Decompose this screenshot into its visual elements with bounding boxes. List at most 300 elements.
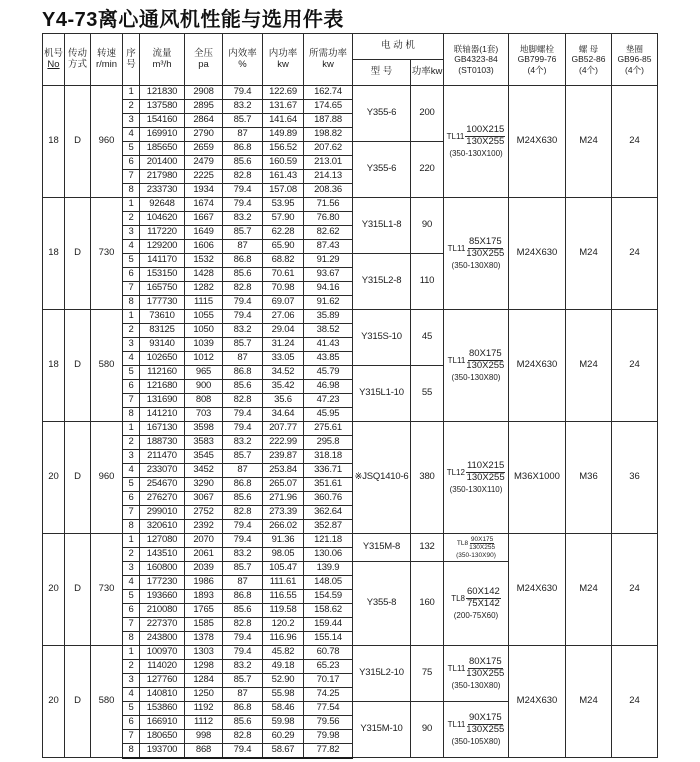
pressure-cell: 1050 <box>185 324 223 338</box>
efficiency-cell: 79.4 <box>223 310 263 324</box>
inner-power-cell: 160.59 <box>263 156 304 170</box>
col-header-seq: 序 号 <box>123 34 140 86</box>
seq-cell: 6 <box>123 380 140 394</box>
coupling-designation <box>448 657 505 680</box>
seq-cell: 1 <box>123 310 140 324</box>
inner-power-cell: 105.47 <box>263 562 304 576</box>
seq-cell: 7 <box>123 618 140 632</box>
efficiency-cell: 83.2 <box>223 324 263 338</box>
motor-power-cell: 90 <box>411 198 444 254</box>
seq-cell: 4 <box>123 240 140 254</box>
required-power-cell: 70.17 <box>304 674 353 688</box>
efficiency-cell: 87 <box>223 240 263 254</box>
efficiency-cell: 85.6 <box>223 156 263 170</box>
seq-cell: 5 <box>123 366 140 380</box>
coupling-ratio-bottom: 130X255 <box>469 544 496 552</box>
coupling-ratio <box>466 349 504 372</box>
required-power-cell: 198.82 <box>304 128 353 142</box>
inner-power-cell: 34.52 <box>263 366 304 380</box>
coupling-ratio-top: 85X175 <box>468 235 502 247</box>
inner-power-cell: 273.39 <box>263 506 304 520</box>
motor-model-cell: Y315S-10 <box>353 310 411 366</box>
seq-cell: 7 <box>123 282 140 296</box>
inner-power-cell: 119.58 <box>263 604 304 618</box>
nut-cell: M24 <box>566 86 612 198</box>
pressure-cell: 1039 <box>185 338 223 352</box>
required-power-cell: 60.78 <box>304 646 353 660</box>
drive-mode-cell: D <box>65 86 91 198</box>
seq-cell: 3 <box>123 674 140 688</box>
required-power-cell: 74.25 <box>304 688 353 702</box>
table-body <box>43 86 658 758</box>
col-header-drive-mode: 传动 方式 <box>65 34 91 86</box>
flow-cell: 143510 <box>140 548 185 562</box>
seq-cell: 4 <box>123 576 140 590</box>
table-row <box>43 310 658 324</box>
inner-power-cell: 49.18 <box>263 660 304 674</box>
flow-cell: 140810 <box>140 688 185 702</box>
pressure-cell: 703 <box>185 408 223 422</box>
flow-cell: 104620 <box>140 212 185 226</box>
col-header-coupling: 联轴器(1套) GB4323-84 (ST0103) <box>444 34 509 86</box>
col-header-motor-model: 型 号 <box>353 60 411 86</box>
flow-cell: 166910 <box>140 716 185 730</box>
coupling-type: TL11 <box>447 355 466 365</box>
required-power-cell: 362.64 <box>304 506 353 520</box>
efficiency-cell: 79.4 <box>223 296 263 310</box>
coupling-ratio <box>466 657 504 680</box>
seq-cell: 1 <box>123 422 140 436</box>
washer-cell: 24 <box>612 310 658 422</box>
coupling-ratio-top: 90X175 <box>470 535 494 543</box>
coupling-note: (350-130X90) <box>456 551 496 559</box>
inner-power-cell: 70.61 <box>263 268 304 282</box>
coupling-ratio-bottom: 130X255 <box>466 135 505 147</box>
coupling-ratio-bottom: 75X142 <box>467 597 500 609</box>
required-power-cell: 65.23 <box>304 660 353 674</box>
efficiency-cell: 85.6 <box>223 604 263 618</box>
seq-cell: 7 <box>123 170 140 184</box>
flow-cell: 129200 <box>140 240 185 254</box>
motor-model-cell: Y315L2-10 <box>353 646 411 702</box>
coupling-type: TL11 <box>447 663 466 673</box>
seq-cell: 4 <box>123 352 140 366</box>
nut-cell: M24 <box>566 310 612 422</box>
inner-power-cell: 35.6 <box>263 394 304 408</box>
coupling-designation <box>447 461 506 484</box>
flow-cell: 299010 <box>140 506 185 520</box>
efficiency-cell: 82.8 <box>223 618 263 632</box>
pressure-cell: 1585 <box>185 618 223 632</box>
efficiency-cell: 83.2 <box>223 100 263 114</box>
flow-cell: 93140 <box>140 338 185 352</box>
drive-mode-cell: D <box>65 422 91 534</box>
coupling-cell <box>444 646 509 702</box>
inner-power-cell: 59.98 <box>263 716 304 730</box>
motor-power-cell: 45 <box>411 310 444 366</box>
seq-cell: 8 <box>123 408 140 422</box>
coupling-spec <box>444 125 508 158</box>
efficiency-cell: 82.8 <box>223 506 263 520</box>
coupling-cell <box>444 534 509 562</box>
col-header-flow: 流量 m³/h <box>140 34 185 86</box>
efficiency-cell: 79.4 <box>223 646 263 660</box>
seq-cell: 8 <box>123 632 140 646</box>
pressure-cell: 2039 <box>185 562 223 576</box>
pressure-cell: 1112 <box>185 716 223 730</box>
coupling-designation <box>457 536 495 552</box>
seq-cell: 8 <box>123 184 140 198</box>
efficiency-cell: 86.8 <box>223 590 263 604</box>
pressure-cell: 1012 <box>185 352 223 366</box>
flow-cell: 83125 <box>140 324 185 338</box>
required-power-cell: 351.61 <box>304 478 353 492</box>
efficiency-cell: 83.2 <box>223 548 263 562</box>
inner-power-cell: 29.04 <box>263 324 304 338</box>
coupling-type: TL8 <box>451 593 466 603</box>
flow-cell: 141170 <box>140 254 185 268</box>
required-power-cell: 35.89 <box>304 310 353 324</box>
speed-cell: 580 <box>91 310 123 422</box>
efficiency-cell: 79.4 <box>223 632 263 646</box>
fan-no-cell: 18 <box>43 310 65 422</box>
pressure-cell: 1284 <box>185 674 223 688</box>
pressure-cell: 1649 <box>185 226 223 240</box>
coupling-ratio-top: 80X175 <box>468 655 502 667</box>
table-row <box>43 86 658 100</box>
coupling-type: TL12 <box>446 467 465 477</box>
col-header-inner-power: 内功率 kw <box>263 34 304 86</box>
page-title: Y4-73离心通风机性能与选用件表 <box>42 9 344 31</box>
required-power-cell: 76.80 <box>304 212 353 226</box>
efficiency-cell: 87 <box>223 688 263 702</box>
flow-cell: 92648 <box>140 198 185 212</box>
required-power-cell: 158.62 <box>304 604 353 618</box>
inner-power-cell: 57.90 <box>263 212 304 226</box>
flow-cell: 320610 <box>140 520 185 534</box>
pressure-cell: 1250 <box>185 688 223 702</box>
coupling-type: TL11 <box>446 131 465 141</box>
required-power-cell: 139.9 <box>304 562 353 576</box>
required-power-cell: 79.98 <box>304 730 353 744</box>
seq-cell: 2 <box>123 212 140 226</box>
drive-mode-cell: D <box>65 534 91 646</box>
seq-cell: 5 <box>123 590 140 604</box>
required-power-cell: 38.52 <box>304 324 353 338</box>
efficiency-cell: 85.6 <box>223 716 263 730</box>
required-power-cell: 214.13 <box>304 170 353 184</box>
required-power-cell: 360.76 <box>304 492 353 506</box>
pressure-cell: 1428 <box>185 268 223 282</box>
col-header-nut: 螺 母 GB52-86 (4个) <box>566 34 612 86</box>
motor-power-cell: 380 <box>411 422 444 534</box>
flow-cell: 177230 <box>140 576 185 590</box>
inner-power-cell: 111.61 <box>263 576 304 590</box>
washer-cell: 24 <box>612 86 658 198</box>
seq-cell: 5 <box>123 702 140 716</box>
efficiency-cell: 85.7 <box>223 674 263 688</box>
seq-cell: 4 <box>123 128 140 142</box>
pressure-cell: 1055 <box>185 310 223 324</box>
efficiency-cell: 85.7 <box>223 562 263 576</box>
pressure-cell: 1674 <box>185 198 223 212</box>
seq-cell: 5 <box>123 142 140 156</box>
drive-mode-cell: D <box>65 198 91 310</box>
pressure-cell: 1192 <box>185 702 223 716</box>
motor-power-cell: 160 <box>411 562 444 646</box>
seq-cell: 5 <box>123 254 140 268</box>
required-power-cell: 275.61 <box>304 422 353 436</box>
required-power-cell: 77.82 <box>304 744 353 758</box>
efficiency-cell: 83.2 <box>223 436 263 450</box>
coupling-note: (350-130X80) <box>451 260 501 270</box>
pressure-cell: 1765 <box>185 604 223 618</box>
required-power-cell: 154.59 <box>304 590 353 604</box>
required-power-cell: 87.43 <box>304 240 353 254</box>
required-power-cell: 318.18 <box>304 450 353 464</box>
nut-cell: M36 <box>566 422 612 534</box>
motor-model-cell: Y315L2-8 <box>353 254 411 310</box>
inner-power-cell: 116.55 <box>263 590 304 604</box>
pressure-cell: 1298 <box>185 660 223 674</box>
flow-cell: 127080 <box>140 534 185 548</box>
seq-cell: 2 <box>123 660 140 674</box>
inner-power-cell: 55.98 <box>263 688 304 702</box>
coupling-type: TL8 <box>456 540 469 548</box>
seq-cell: 1 <box>123 86 140 100</box>
required-power-cell: 41.43 <box>304 338 353 352</box>
inner-power-cell: 253.84 <box>263 464 304 478</box>
efficiency-cell: 82.8 <box>223 394 263 408</box>
efficiency-cell: 85.7 <box>223 338 263 352</box>
efficiency-cell: 82.8 <box>223 282 263 296</box>
pressure-cell: 1893 <box>185 590 223 604</box>
pressure-cell: 1934 <box>185 184 223 198</box>
seq-cell: 2 <box>123 324 140 338</box>
seq-cell: 6 <box>123 156 140 170</box>
pressure-cell: 1532 <box>185 254 223 268</box>
motor-model-cell: Y315L1-8 <box>353 198 411 254</box>
flow-cell: 114020 <box>140 660 185 674</box>
efficiency-cell: 85.7 <box>223 226 263 240</box>
flow-cell: 102650 <box>140 352 185 366</box>
motor-model-cell: Y355-6 <box>353 86 411 142</box>
seq-cell: 4 <box>123 688 140 702</box>
required-power-cell: 130.06 <box>304 548 353 562</box>
efficiency-cell: 87 <box>223 128 263 142</box>
coupling-ratio <box>466 587 501 610</box>
speed-cell: 580 <box>91 646 123 758</box>
required-power-cell: 352.87 <box>304 520 353 534</box>
seq-cell: 3 <box>123 114 140 128</box>
speed-cell: 960 <box>91 86 123 198</box>
required-power-cell: 46.98 <box>304 380 353 394</box>
pressure-cell: 2392 <box>185 520 223 534</box>
efficiency-cell: 85.6 <box>223 492 263 506</box>
flow-cell: 73610 <box>140 310 185 324</box>
seq-cell: 3 <box>123 226 140 240</box>
pressure-cell: 2864 <box>185 114 223 128</box>
coupling-cell <box>444 310 509 422</box>
coupling-ratio <box>466 713 504 736</box>
required-power-cell: 93.67 <box>304 268 353 282</box>
fan-no-cell: 18 <box>43 198 65 310</box>
pressure-cell: 1303 <box>185 646 223 660</box>
inner-power-cell: 31.24 <box>263 338 304 352</box>
coupling-cell <box>444 422 509 534</box>
seq-cell: 2 <box>123 548 140 562</box>
fan-no-cell: 18 <box>43 86 65 198</box>
inner-power-cell: 265.07 <box>263 478 304 492</box>
coupling-spec <box>444 587 508 620</box>
flow-cell: 217980 <box>140 170 185 184</box>
inner-power-cell: 34.64 <box>263 408 304 422</box>
flow-cell: 100970 <box>140 646 185 660</box>
speed-cell: 960 <box>91 422 123 534</box>
efficiency-cell: 79.4 <box>223 422 263 436</box>
seq-cell: 1 <box>123 534 140 548</box>
flow-cell: 276270 <box>140 492 185 506</box>
coupling-note: (350-105X80) <box>451 736 501 746</box>
required-power-cell: 213.01 <box>304 156 353 170</box>
motor-power-cell: 90 <box>411 702 444 758</box>
required-power-cell: 79.56 <box>304 716 353 730</box>
col-header-motor-power: 功率kw <box>411 60 444 86</box>
required-power-cell: 187.88 <box>304 114 353 128</box>
required-power-cell: 162.74 <box>304 86 353 100</box>
seq-cell: 1 <box>123 198 140 212</box>
required-power-cell: 121.18 <box>304 534 353 548</box>
motor-power-cell: 132 <box>411 534 444 562</box>
efficiency-cell: 79.4 <box>223 520 263 534</box>
nut-cell: M24 <box>566 646 612 758</box>
col-header-required-power: 所需功率 kw <box>304 34 353 86</box>
inner-power-cell: 149.89 <box>263 128 304 142</box>
motor-power-cell: 75 <box>411 646 444 702</box>
efficiency-cell: 85.6 <box>223 380 263 394</box>
coupling-spec <box>444 349 508 382</box>
efficiency-cell: 86.8 <box>223 478 263 492</box>
pressure-cell: 3452 <box>185 464 223 478</box>
required-power-cell: 71.56 <box>304 198 353 212</box>
motor-power-cell: 55 <box>411 366 444 422</box>
anchor-bolt-cell: M36X1000 <box>509 422 566 534</box>
seq-cell: 8 <box>123 520 140 534</box>
inner-power-cell: 161.43 <box>263 170 304 184</box>
pressure-cell: 2752 <box>185 506 223 520</box>
table-header <box>43 34 658 86</box>
required-power-cell: 91.62 <box>304 296 353 310</box>
nut-cell: M24 <box>566 198 612 310</box>
required-power-cell: 208.36 <box>304 184 353 198</box>
pressure-cell: 2895 <box>185 100 223 114</box>
coupling-type: TL11 <box>447 243 466 253</box>
inner-power-cell: 131.67 <box>263 100 304 114</box>
flow-cell: 210080 <box>140 604 185 618</box>
flow-cell: 141210 <box>140 408 185 422</box>
motor-model-cell: Y315M-8 <box>353 534 411 562</box>
pressure-cell: 900 <box>185 380 223 394</box>
seq-cell: 2 <box>123 436 140 450</box>
inner-power-cell: 222.99 <box>263 436 304 450</box>
coupling-ratio-bottom: 130X255 <box>466 359 505 371</box>
required-power-cell: 174.65 <box>304 100 353 114</box>
flow-cell: 112160 <box>140 366 185 380</box>
table-row <box>43 534 658 548</box>
efficiency-cell: 83.2 <box>223 212 263 226</box>
inner-power-cell: 35.42 <box>263 380 304 394</box>
inner-power-cell: 70.98 <box>263 282 304 296</box>
efficiency-cell: 85.6 <box>223 268 263 282</box>
inner-power-cell: 60.29 <box>263 730 304 744</box>
required-power-cell: 155.14 <box>304 632 353 646</box>
efficiency-cell: 79.4 <box>223 184 263 198</box>
inner-power-cell: 91.36 <box>263 534 304 548</box>
inner-power-cell: 239.87 <box>263 450 304 464</box>
inner-power-cell: 69.07 <box>263 296 304 310</box>
coupling-spec <box>444 461 508 494</box>
col-header-motor: 电 动 机 <box>353 34 444 60</box>
coupling-spec <box>444 713 508 746</box>
coupling-note: (350-130X80) <box>451 680 501 690</box>
pressure-cell: 965 <box>185 366 223 380</box>
seq-cell: 5 <box>123 478 140 492</box>
coupling-ratio-bottom: 130X255 <box>466 723 505 735</box>
coupling-ratio-bottom: 130X255 <box>466 471 505 483</box>
coupling-ratio-top: 60X142 <box>467 585 500 597</box>
efficiency-cell: 87 <box>223 352 263 366</box>
coupling-spec <box>444 237 508 270</box>
flow-cell: 243800 <box>140 632 185 646</box>
required-power-cell: 336.71 <box>304 464 353 478</box>
inner-power-cell: 120.2 <box>263 618 304 632</box>
inner-power-cell: 58.46 <box>263 702 304 716</box>
pressure-cell: 868 <box>185 744 223 758</box>
anchor-bolt-cell: M24X630 <box>509 534 566 646</box>
efficiency-cell: 86.8 <box>223 702 263 716</box>
inner-power-cell: 27.06 <box>263 310 304 324</box>
efficiency-cell: 86.8 <box>223 142 263 156</box>
flow-cell: 227370 <box>140 618 185 632</box>
efficiency-cell: 79.4 <box>223 408 263 422</box>
flow-cell: 193700 <box>140 744 185 758</box>
pressure-cell: 808 <box>185 394 223 408</box>
pressure-cell: 1606 <box>185 240 223 254</box>
washer-cell: 24 <box>612 198 658 310</box>
fan-no-cell: 20 <box>43 422 65 534</box>
required-power-cell: 207.62 <box>304 142 353 156</box>
pressure-cell: 3290 <box>185 478 223 492</box>
pressure-cell: 1986 <box>185 576 223 590</box>
seq-cell: 7 <box>123 730 140 744</box>
pressure-cell: 2225 <box>185 170 223 184</box>
coupling-ratio <box>469 536 495 552</box>
pressure-cell: 2908 <box>185 86 223 100</box>
pressure-cell: 3583 <box>185 436 223 450</box>
pressure-cell: 2790 <box>185 128 223 142</box>
seq-cell: 3 <box>123 562 140 576</box>
table-row <box>43 422 658 436</box>
efficiency-cell: 83.2 <box>223 660 263 674</box>
fan-performance-table <box>42 33 658 759</box>
pressure-cell: 2659 <box>185 142 223 156</box>
inner-power-cell: 53.95 <box>263 198 304 212</box>
seq-cell: 8 <box>123 296 140 310</box>
inner-power-cell: 58.67 <box>263 744 304 758</box>
inner-power-cell: 266.02 <box>263 520 304 534</box>
speed-cell: 730 <box>91 198 123 310</box>
anchor-bolt-cell: M24X630 <box>509 198 566 310</box>
